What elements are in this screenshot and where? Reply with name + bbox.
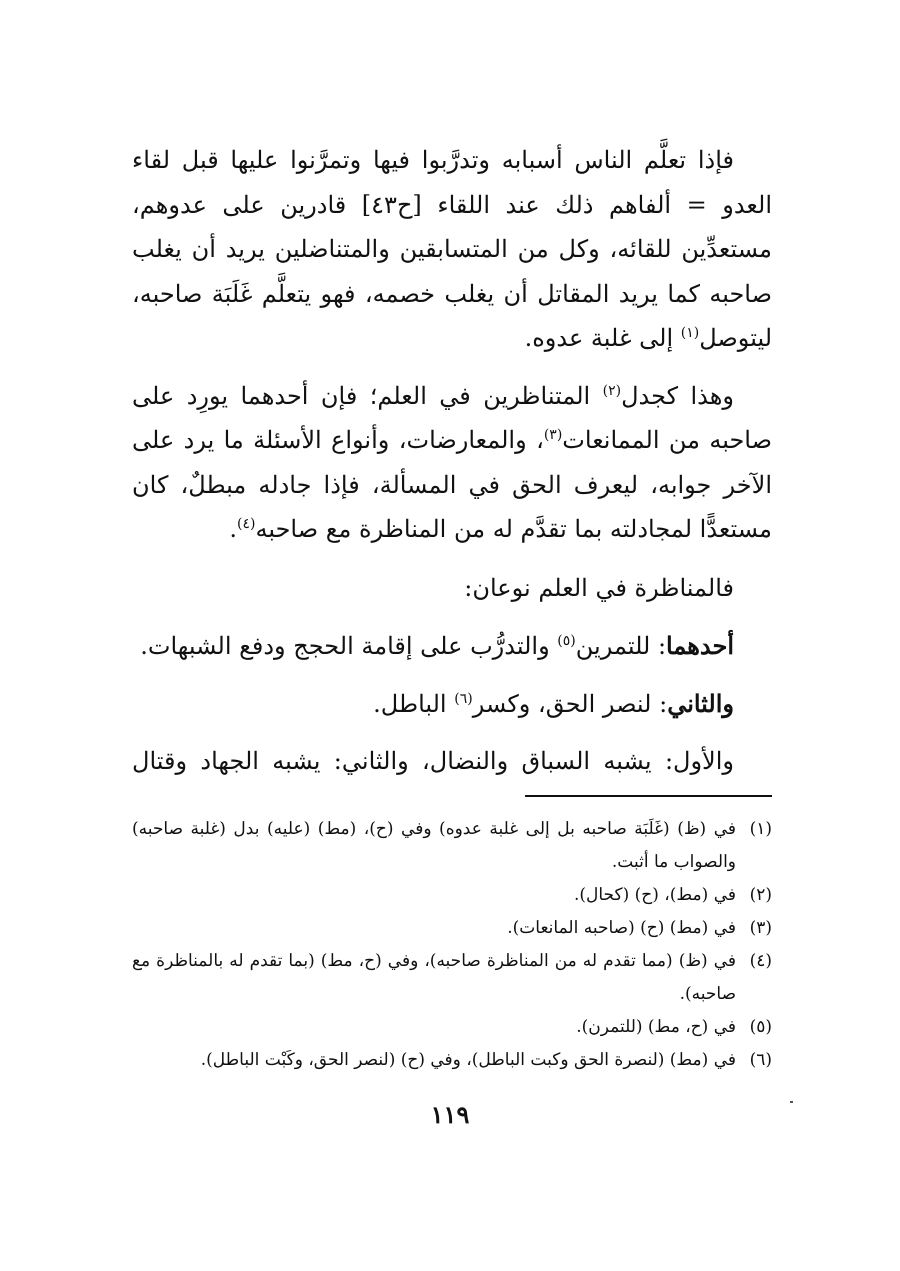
footnote-number: (٦)	[749, 1050, 772, 1070]
paragraph-4-text-b: والتدرُّب على إقامة الحجج ودفع الشبهات.	[140, 631, 558, 660]
paragraph-5-text-b: الباطل.	[373, 689, 455, 718]
paragraph-2-end: .	[229, 515, 237, 543]
footnote-text: في (ح، مط) (للتمرن).	[576, 1017, 736, 1037]
footnote-ref-6: (٦)	[454, 690, 473, 707]
paragraph-5-text-a: : لنصر الحق، وكسر	[472, 689, 668, 718]
footnote-ref-2: (٢)	[602, 382, 622, 399]
footnote-number: (١)	[749, 819, 772, 839]
footnote-number: (٢)	[749, 885, 772, 905]
footnote-text: في (مط) (لنصرة الحق وكبت الباطل)، وفي (ح) (لنصر الحق، وكَبْت الباطل).	[200, 1050, 736, 1070]
paragraph-4-text-a: : للتمرين	[575, 631, 667, 660]
footnote-ref-4: (٤)	[237, 516, 256, 532]
paragraph-2-text-c: ، والمعارضات، وأنواع الأسئلة ما يرد على الآخر جوابه، ليعرف الحق في المسألة، فإذا جادله مبطلٌ، كان مستعدًّا لمجادلته بما تقدَّم له من المناظرة مع صاحبه	[132, 426, 772, 543]
footnote-separator	[525, 795, 772, 797]
footnotes	[132, 813, 772, 1077]
footnote-number: (٤)	[749, 951, 772, 971]
paragraph-1-text: فإذا تعلَّم الناس أسبابه وتدرَّبوا فيها وتمرَّنوا عليها قبل لقاء العدو = ألفاهم ذلك عند اللقاء [ح٤٣] قادرين على عدوهم، مستعدِّين للقائه، وكل من المتسابقين والمتناضلين يريد أن يغلب صاحبه كما يريد المقاتل أن يغلب خصمه، فهو يتعلَّم غَلَبَة صاحبه، ليتوصل	[132, 146, 772, 352]
footnote-2	[132, 879, 772, 912]
paragraph-2-text-b: المتناظرين في العلم؛ فإن أحدهما يورِد على صاحبه من الممانعات	[132, 381, 772, 454]
paragraph-4	[132, 624, 772, 668]
footnote-3	[132, 912, 772, 945]
paragraph-6-text: والأول: يشبه السباق والنضال، والثاني: يشبه الجهاد وقتال	[132, 746, 734, 775]
paragraph-1-end: إلى غلبة عدوه.	[524, 324, 681, 352]
page-number: ١١٩	[430, 1100, 470, 1129]
paragraph-2-text-a: وهذا كجدل	[621, 381, 735, 410]
footnote-5	[132, 1011, 772, 1044]
footnote-1	[132, 813, 772, 879]
footnote-ref-5: (٥)	[557, 632, 576, 649]
paragraph-3-text: فالمناظرة في العلم نوعان:	[464, 573, 734, 602]
footnote-text: في (مط)، (ح) (كحال).	[573, 885, 736, 905]
footnote-6	[132, 1044, 772, 1077]
first-type-label: أحدهما	[666, 630, 734, 660]
paragraph-3	[132, 566, 772, 610]
footnote-ref-3: (٣)	[543, 427, 563, 443]
main-text	[132, 138, 772, 783]
paragraph-1	[132, 138, 772, 361]
footnote-text: في (ظ) (مما تقدم له من المناظرة صاحبه)، وفي (ح، مط) (بما تقدم له بالمناظرة مع صاحبه).	[132, 951, 736, 1004]
footnote-number: (٥)	[749, 1017, 772, 1037]
paragraph-5	[132, 682, 772, 726]
paragraph-2	[132, 374, 772, 552]
footnote-text: في (ظ) (غَلَبَة صاحبه بل إلى غلبة عدوه) وفي (ح)، (مط) (عليه) بدل (غلبة صاحبه) والصواب ما أثبت.	[132, 819, 736, 872]
footnote-text: في (مط) (ح) (صاحبه المانعات).	[507, 918, 736, 938]
footnote-ref-1: (١)	[680, 325, 700, 341]
second-type-label: والثاني	[667, 688, 734, 718]
footnote-4	[132, 945, 772, 1011]
paragraph-6	[132, 739, 772, 784]
footnote-number: (٣)	[749, 918, 772, 938]
